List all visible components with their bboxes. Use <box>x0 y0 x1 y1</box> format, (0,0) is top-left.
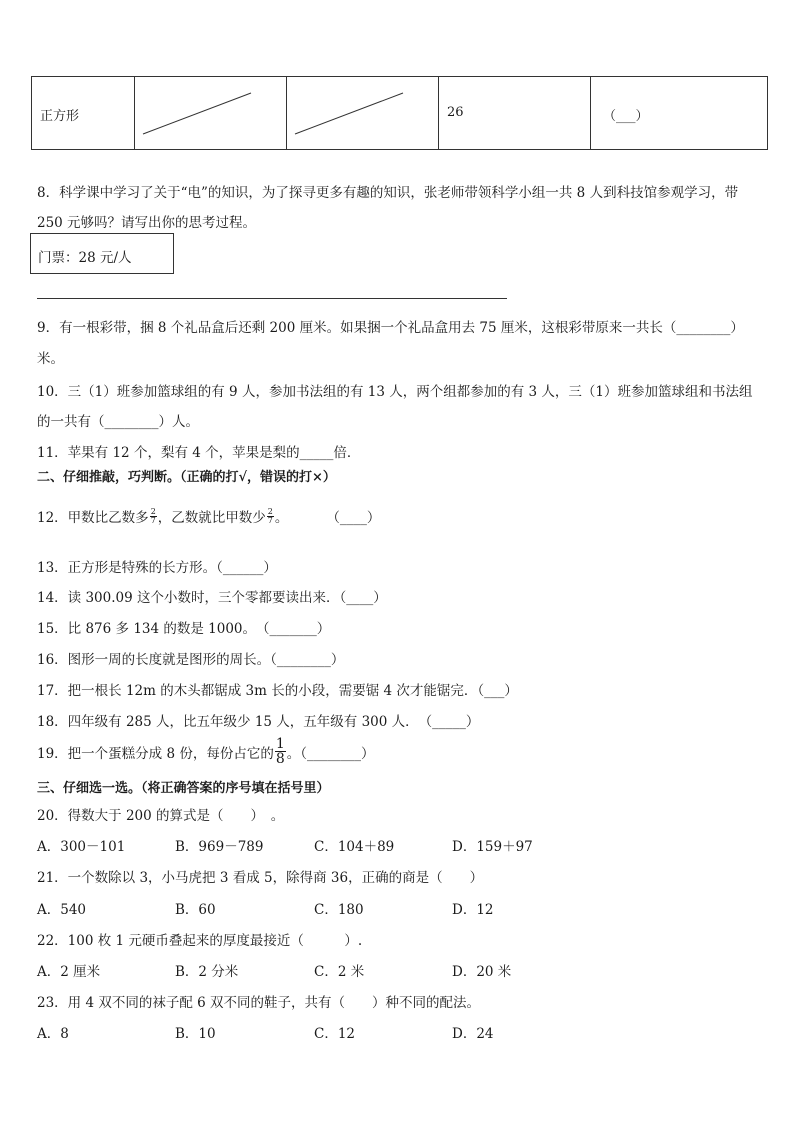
drawn-line-1 <box>135 77 286 149</box>
q19-pre: 19．把一个蛋糕分成 8 份，每份占它的 <box>37 745 274 762</box>
q12 <box>37 506 380 526</box>
q23-option-d[interactable]: D．24 <box>452 1026 494 1042</box>
shape-table <box>31 76 768 150</box>
q14: 14．读 300.09 这个小数时，三个零都要读出来．（____） <box>37 590 387 606</box>
q9-line2: 米。 <box>37 351 64 367</box>
q22-option-b[interactable]: B．2 分米 <box>175 964 239 980</box>
section-2-title: 二、仔细推敲，巧判断。（正确的打√，错误的打×） <box>37 470 336 485</box>
q13: 13．正方形是特殊的长方形。（______） <box>37 560 277 576</box>
q10-line1: 10．三（1）班参加篮球组的有 9 人，参加书法组的有 13 人，两个组都参加的有 3 人，三（1）班参加篮球组和书法组 <box>37 384 753 400</box>
table-cell-drawing-1 <box>135 77 287 150</box>
fraction-two-sevenths: $\frac{2}{7}$ <box>150 506 156 525</box>
q11: 11．苹果有 12 个，梨有 4 个，苹果是梨的_____倍． <box>37 445 361 461</box>
fraction-one-eighth: $\frac{1}{8}$ <box>275 736 285 767</box>
table-cell-shape <box>32 77 135 150</box>
q8-line1: 8．科学课中学习了关于“电”的知识，为了探寻更多有趣的知识，张老师带领科学小组一共 8 人到科技馆参观学习，带 <box>37 185 739 201</box>
shape-name: 正方形 <box>40 109 80 124</box>
q8-line2: 250 元够吗？请写出你的思考过程。 <box>37 215 257 231</box>
q22-option-a[interactable]: A．2 厘米 <box>37 964 101 980</box>
answer-line <box>37 298 507 299</box>
q12-mid: ，乙数就比甲数少 <box>157 510 266 526</box>
q20-option-b[interactable]: B．969－789 <box>175 839 264 855</box>
q20-stem: 20．得数大于 200 的算式是（ ） 。 <box>37 808 285 824</box>
q20-option-a[interactable]: A．300－101 <box>37 839 126 855</box>
q21-option-c[interactable]: C．180 <box>314 902 364 918</box>
q17: 17．把一根长 12m 的木头都锯成 3m 长的小段，需要锯 4 次才能锯完．（___） <box>37 683 518 699</box>
q10-line2: 的一共有（________）人。 <box>37 414 199 430</box>
q12-blank: （____） <box>326 510 381 526</box>
drawn-line-2 <box>287 77 438 149</box>
table-row <box>32 77 768 150</box>
q19-post: 。（________） <box>286 745 375 762</box>
table-value: 26 <box>447 105 464 120</box>
section-3-title: 三、仔细选一选。（将正确答案的序号填在括号里） <box>37 781 330 796</box>
fraction-two-sevenths-2: $\frac{2}{7}$ <box>267 506 273 525</box>
q20-option-d[interactable]: D．159＋97 <box>452 839 533 855</box>
q22-option-c[interactable]: C．2 米 <box>314 964 365 980</box>
q21-option-b[interactable]: B．60 <box>175 902 216 918</box>
q23-option-c[interactable]: C．12 <box>314 1026 356 1042</box>
q23-option-b[interactable]: B．10 <box>175 1026 216 1042</box>
q16: 16．图形一周的长度就是图形的周长。（________） <box>37 652 345 668</box>
q15: 15．比 876 多 134 的数是 1000。 （_______） <box>37 621 331 637</box>
table-cell-answer[interactable] <box>591 77 768 150</box>
q9-line1: 9．有一根彩带，捆 8 个礼品盒后还剩 200 厘米。如果捆一个礼品盒用去 75 厘米，这根彩带原来一共长（________） <box>37 320 744 336</box>
ticket-price: 门票：28 元/人 <box>38 250 132 266</box>
q19 <box>37 737 375 766</box>
q18: 18．四年级有 285 人，比五年级少 15 人，五年级有 300 人． （_____） <box>37 714 480 730</box>
q21-stem: 21．一个数除以 3，小马虎把 3 看成 5，除得商 36，正确的商是（ ） <box>37 870 484 886</box>
q23-option-a[interactable]: A．8 <box>37 1026 69 1042</box>
table-cell-drawing-2 <box>287 77 439 150</box>
q22-stem: 22．100 枚 1 元硬币叠起来的厚度最接近（ ）. <box>37 933 363 949</box>
q20-option-c[interactable]: C．104＋89 <box>314 839 395 855</box>
q23-stem: 23．用 4 双不同的袜子配 6 双不同的鞋子，共有（ ）种不同的配法。 <box>37 995 481 1011</box>
q21-option-d[interactable]: D．12 <box>452 902 494 918</box>
answer-blank: （___） <box>603 109 649 124</box>
q21-option-a[interactable]: A．540 <box>37 902 87 918</box>
q12-pre: 12．甲数比乙数多 <box>37 510 149 526</box>
q12-post: 。 <box>274 510 289 526</box>
q22-option-d[interactable]: D．20 米 <box>452 964 512 980</box>
ticket-box <box>30 233 174 274</box>
table-cell-value <box>439 77 591 150</box>
